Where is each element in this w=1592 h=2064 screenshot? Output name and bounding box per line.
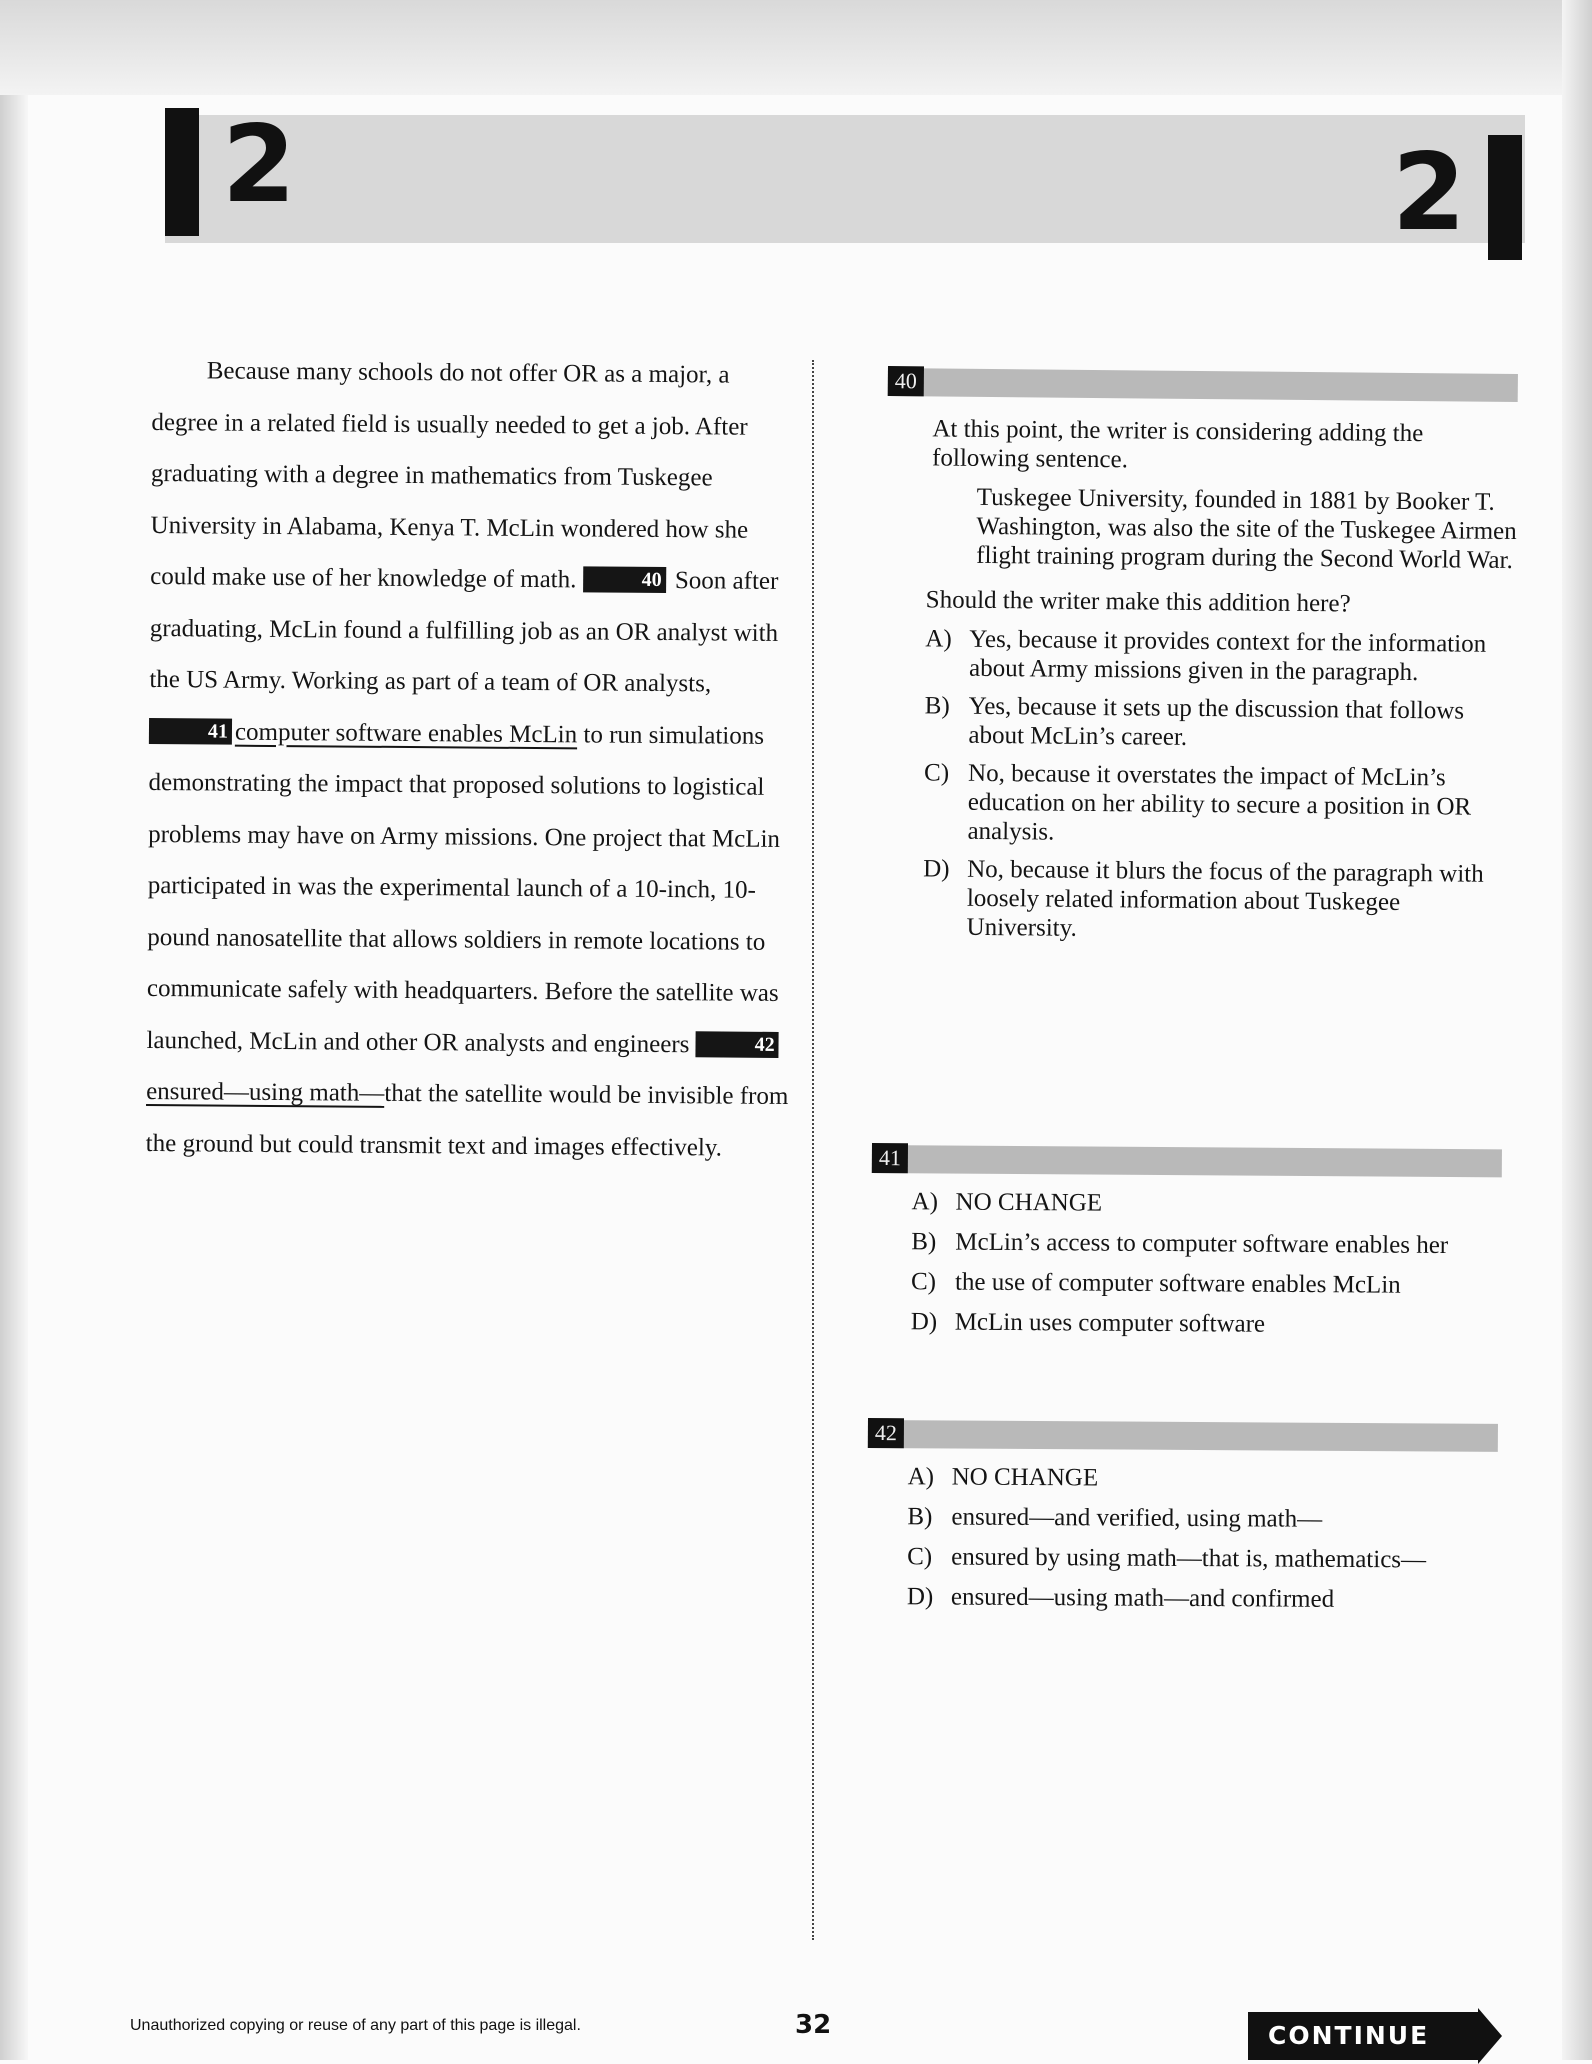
question-40: [882, 366, 1520, 956]
copyright-notice: Unauthorized copying or reuse of any part of this page is illegal.: [130, 2017, 581, 2034]
option-letter: B): [911, 1228, 937, 1256]
question-42: [867, 1418, 1500, 1626]
question-number: 42: [868, 1418, 904, 1448]
option-text: NO CHANGE: [951, 1463, 1099, 1492]
option-letter: D): [910, 1308, 938, 1336]
option-text: ensured by using math—that is, mathematics—: [951, 1543, 1427, 1574]
page-right-shadow: [1562, 0, 1592, 2060]
question-number: 40: [888, 366, 924, 396]
answer-option-c[interactable]: [907, 1542, 1499, 1575]
answer-option-c[interactable]: [923, 758, 1516, 851]
question-header-bar: [872, 1145, 1502, 1177]
answer-options: [907, 1462, 1500, 1615]
question-marker-42[interactable]: 42: [696, 1031, 779, 1058]
page-top-shadow: [0, 0, 1592, 95]
option-letter: C): [923, 759, 950, 787]
option-text: Yes, because it provides context for the information about Army missions given in the paragraph.: [968, 625, 1487, 687]
option-text: McLin uses computer software: [954, 1308, 1266, 1338]
page-left-shadow: [0, 95, 28, 2060]
section-number-left: 2: [222, 103, 296, 226]
section-header-band: [165, 115, 1525, 243]
column-divider: [812, 360, 814, 1940]
answer-option-b[interactable]: [924, 691, 1517, 755]
proposed-sentence: Tuskegee University, founded in 1881 by Booker T. Washington, was also the site of the Tuskegee Airmen flight training program during the Second World War.: [976, 483, 1517, 575]
answer-options: [911, 1187, 1504, 1340]
underlined-text-42: ensured—using math—: [146, 1077, 385, 1107]
option-letter: A): [907, 1463, 935, 1491]
reading-passage: [146, 345, 802, 1174]
option-letter: A): [925, 625, 952, 653]
option-text: Yes, because it sets up the discussion that follows about McLin’s career.: [968, 692, 1465, 751]
option-letter: B): [924, 692, 950, 720]
answer-option-b[interactable]: [911, 1227, 1503, 1260]
continue-arrow-icon: [1478, 2008, 1502, 2064]
option-letter: C): [907, 1543, 933, 1571]
question-stem: At this point, the writer is considering adding the following sentence.: [931, 415, 1424, 474]
section-marker-left: [165, 108, 199, 236]
question-header: [872, 1143, 1502, 1177]
section-number-right: 2: [1392, 131, 1466, 254]
option-text: McLin’s access to computer software enables her: [955, 1228, 1449, 1260]
answer-option-a[interactable]: [908, 1462, 1500, 1495]
option-letter: C): [910, 1268, 937, 1296]
option-letter: D): [923, 855, 950, 883]
option-text: ensured—using math—and confirmed: [950, 1583, 1335, 1613]
underlined-text-41: computer software enables McLin: [234, 718, 578, 748]
answer-option-a[interactable]: [911, 1187, 1503, 1220]
question-marker-40[interactable]: 40: [583, 566, 666, 593]
question-header-bar: [888, 368, 1518, 402]
option-letter: A): [911, 1188, 939, 1216]
option-text: NO CHANGE: [955, 1188, 1103, 1217]
answer-option-d[interactable]: [911, 1307, 1503, 1340]
option-text: the use of computer software enables McLin: [954, 1268, 1401, 1299]
answer-option-d[interactable]: [922, 854, 1515, 947]
passage-text: Because many schools do not offer OR as a major, a degree in a related field is usually needed to get a job. After graduating with a degree in mathematics from Tuskegee University in Alabama, Kenya T. McLin wondered how she could make use of her knowledge of math.: [150, 357, 749, 594]
question-number: 41: [872, 1143, 908, 1173]
answer-options: [922, 624, 1517, 947]
answer-option-b[interactable]: [907, 1502, 1499, 1535]
question-41: [871, 1143, 1504, 1351]
passage-text: to run simulations demonstrating the impact that proposed solutions to logistical problems may have on Army missions. One project that McLin participated in was the experimental launch of a 10-inch, 10-pound nanosatellite that allows soldiers in remote locations to communicate safely with headquarters. Before the satellite was launched, McLin and other OR analysts and engineers: [146, 720, 781, 1058]
option-letter: D): [906, 1583, 934, 1611]
passage-text: that the satellite would be invisible from the ground but could transmit text and images effectively.: [145, 1079, 789, 1162]
option-text: No, because it overstates the impact of McLin’s education on her ability to secure a position in OR analysis.: [967, 759, 1472, 846]
answer-option-c[interactable]: [911, 1267, 1503, 1300]
section-marker-right: [1488, 135, 1522, 260]
question-marker-41[interactable]: 41: [149, 717, 232, 744]
answer-option-d[interactable]: [907, 1582, 1499, 1615]
option-text: No, because it blurs the focus of the paragraph with loosely related information about Tuskegee University.: [966, 855, 1484, 942]
continue-button[interactable]: CONTINUE: [1248, 2012, 1478, 2060]
option-letter: B): [907, 1503, 933, 1531]
option-text: ensured—and verified, using math—: [951, 1503, 1323, 1533]
answer-option-a[interactable]: [925, 624, 1518, 688]
question-prompt: Should the writer make this addition here?: [925, 586, 1351, 618]
page-number: 32: [795, 2010, 832, 2040]
passage-text: Soon after graduating, McLin found a fulfilling job as an OR analyst with the US Army. Working as part of a team of OR analysts,: [149, 567, 779, 698]
passage-paragraph: [146, 345, 802, 1174]
question-header: [888, 366, 1518, 402]
question-header: [868, 1418, 1498, 1452]
question-header-bar: [868, 1420, 1498, 1452]
